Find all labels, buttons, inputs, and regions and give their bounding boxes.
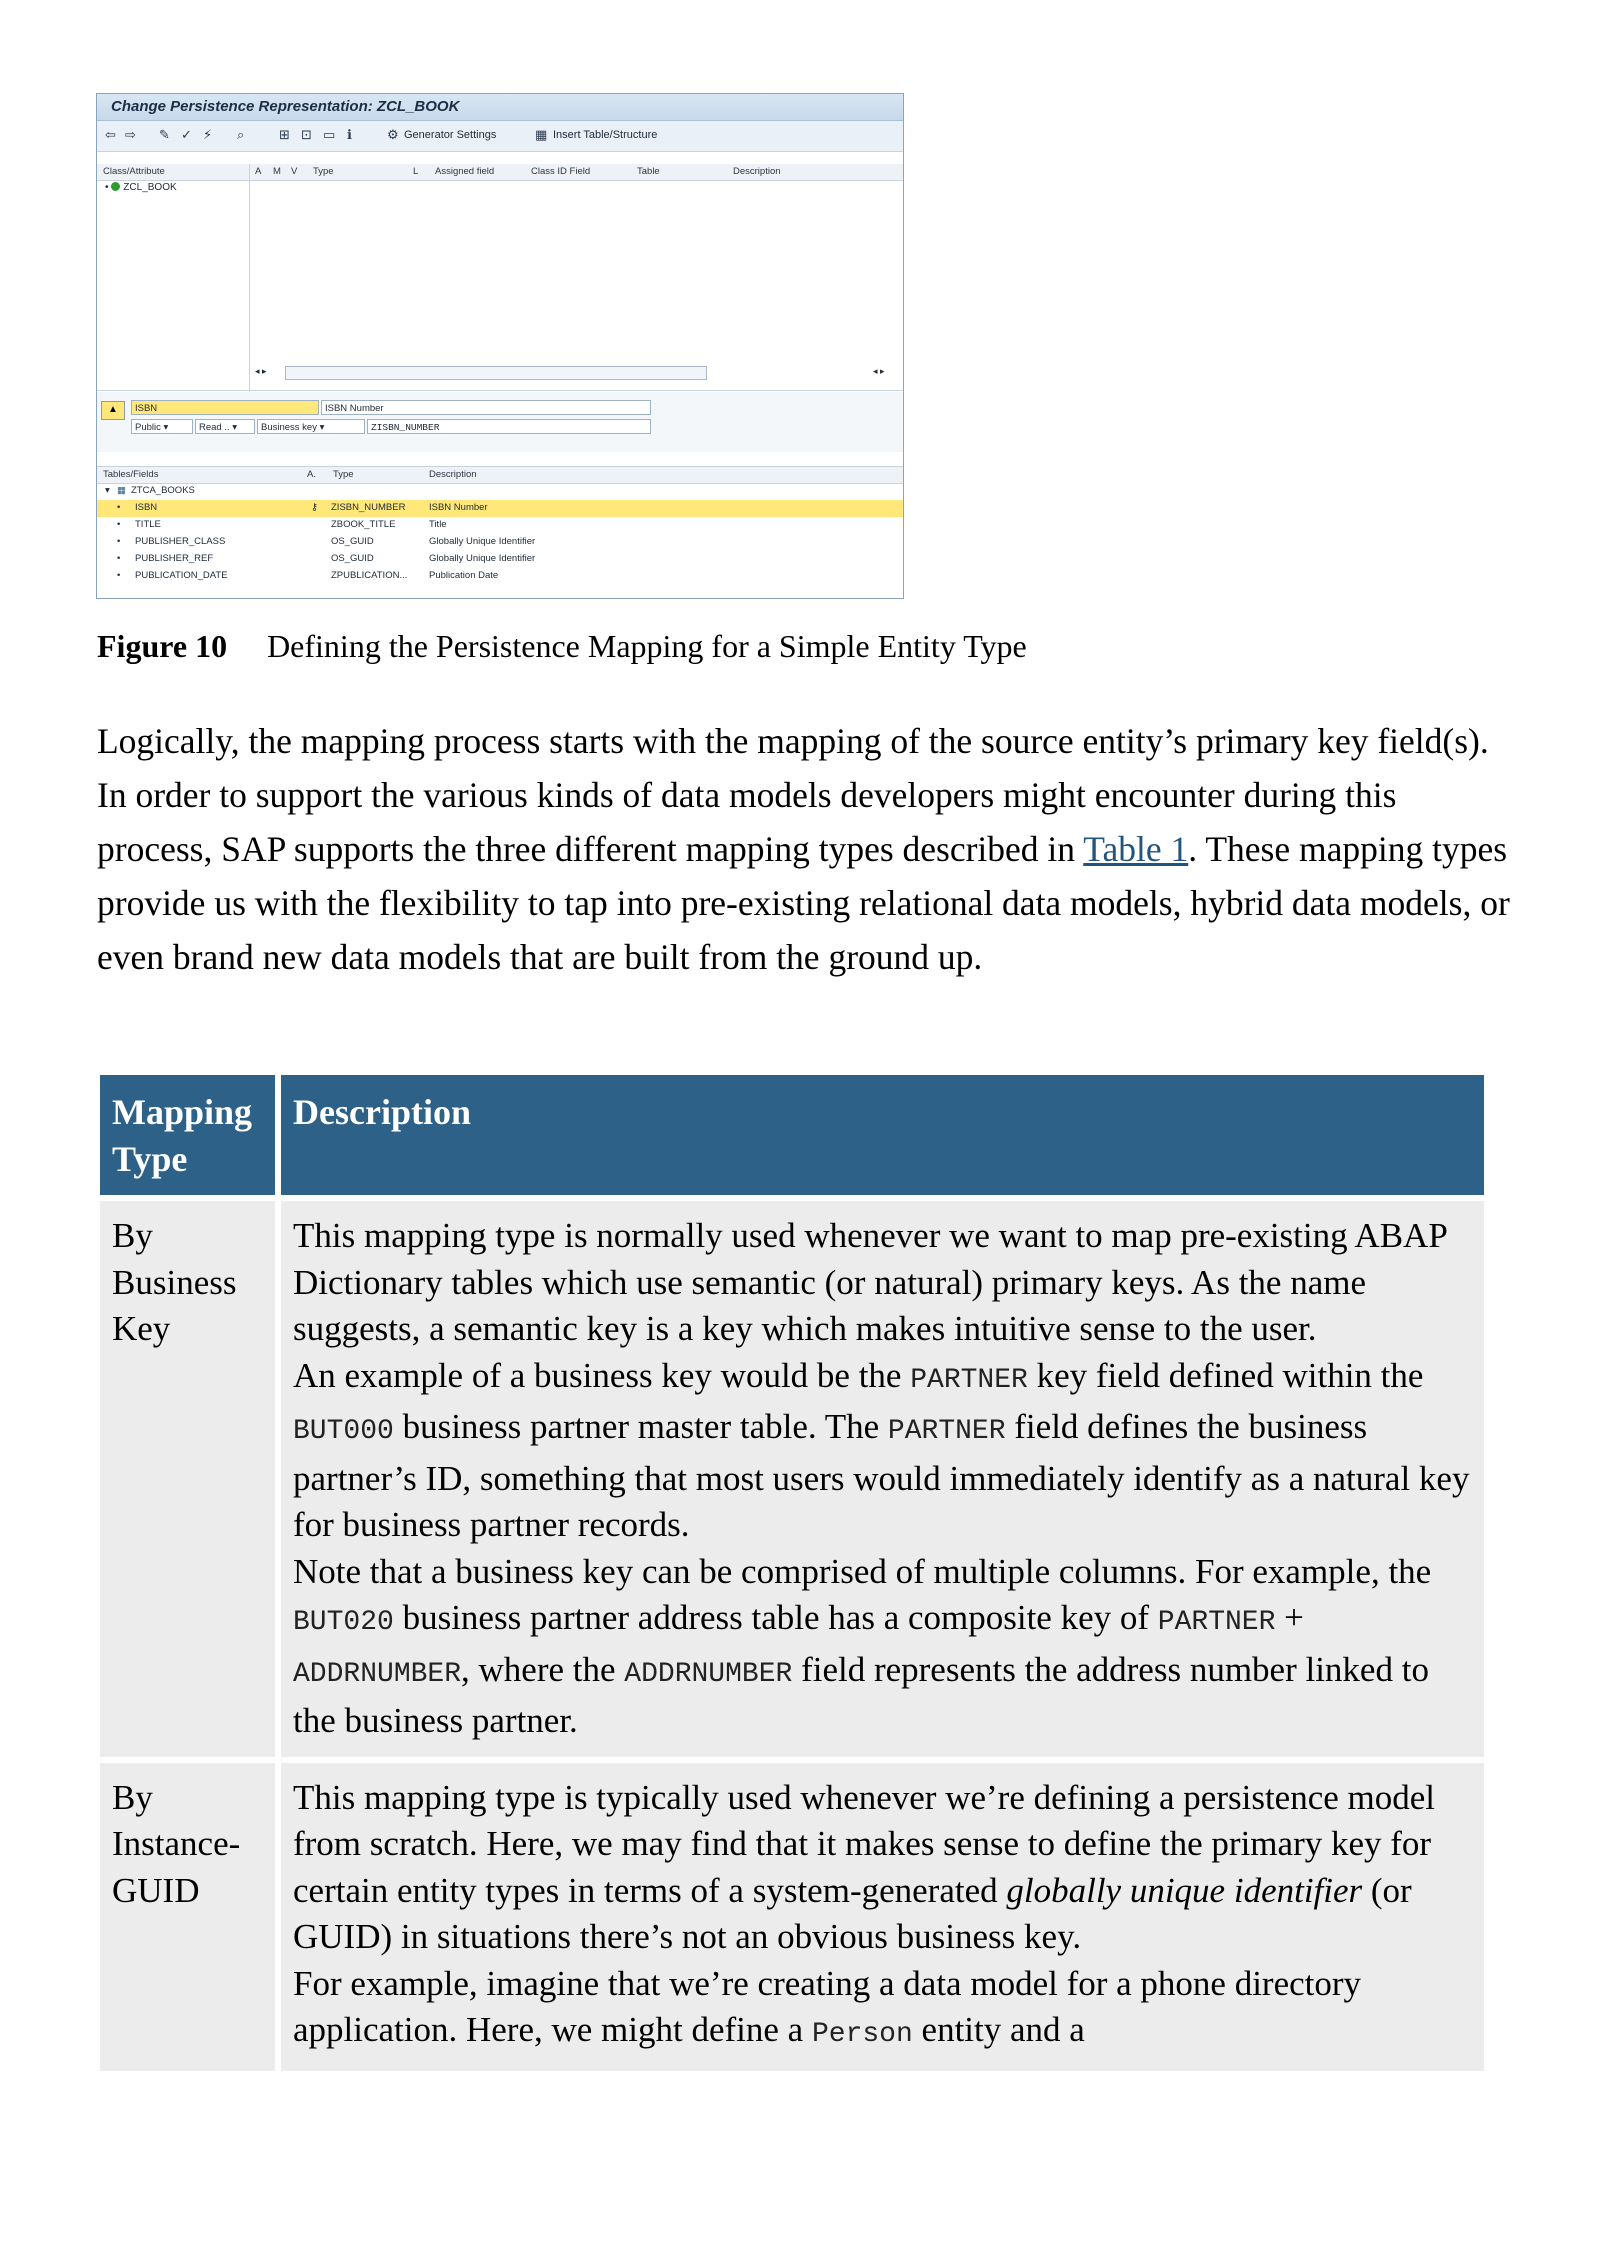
table-icon: ▦ xyxy=(117,485,126,496)
hierarchy-icon[interactable]: ⊞ xyxy=(279,127,290,142)
access-select[interactable]: Read .. ▾ xyxy=(195,419,255,434)
network-icon[interactable]: ⊡ xyxy=(301,127,312,142)
info-icon[interactable]: ℹ xyxy=(347,127,352,142)
forward-icon[interactable]: ⇨ xyxy=(125,127,136,142)
description-paragraph: For example, imagine that we’re creating a data model for a phone directory application. Here, we might define a Person entity and a xyxy=(293,1963,1362,2050)
header-mapping-type: Mapping Type xyxy=(100,1075,275,1195)
col-table: Table xyxy=(637,166,660,177)
field-desc: Publication Date xyxy=(429,570,499,581)
col-type: Type xyxy=(313,166,334,177)
insert-table-icon[interactable]: ▦ xyxy=(535,127,548,142)
col-description: Description xyxy=(733,166,781,177)
table-1-link[interactable]: Table 1 xyxy=(1083,829,1189,869)
table-header-row xyxy=(100,1075,1484,1195)
body-paragraph: Logically, the mapping process starts with the mapping of the source entity’s primary key field(s). In order to support the various kinds of data models developers might encounter during this process, SAP supports the three different mapping types described in Table 1. These mapping types provide us with the flexibility to tap into pre-existing relational data models, hybrid data models, or even brand new data models that are built from the ground up. xyxy=(97,721,1510,977)
description-paragraph: This mapping type is typically used whenever we’re defining a persistence model from scratch. Here, we may find that it makes sense to define the primary key for certain entity types in terms of a system-generated globally unique identifier (or GUID) in situations there’s not an obvious business key. xyxy=(293,1777,1436,1956)
tables-tree xyxy=(97,483,903,599)
col-class-id-field: Class ID Field xyxy=(531,166,591,177)
col-a2: A. xyxy=(307,469,316,480)
tables-fields-header xyxy=(97,466,903,484)
field-row[interactable] xyxy=(97,568,903,585)
generator-settings-icon[interactable]: ⚙ xyxy=(387,127,399,142)
col-a: A xyxy=(255,166,262,177)
field-type: ZISBN_NUMBER xyxy=(331,502,406,513)
class-node[interactable]: • ZCL_BOOK xyxy=(105,182,177,193)
col-class-attribute: Class/Attribute xyxy=(103,166,165,177)
data-element-field[interactable]: ZISBN_NUMBER xyxy=(367,419,651,434)
field-bullet-icon: • xyxy=(117,536,121,547)
field-desc: Globally Unique Identifier xyxy=(429,536,536,547)
table-node-row[interactable] xyxy=(97,483,903,500)
field-bullet-icon: • xyxy=(117,553,121,564)
header-description: Description xyxy=(281,1075,1484,1195)
mapping-types-table xyxy=(94,1069,1490,2077)
activate-icon[interactable]: ⚡ xyxy=(203,127,213,142)
figure-caption-text: Defining the Persistence Mapping for a Simple Entity Type xyxy=(267,628,1027,664)
expand-dot-icon: • xyxy=(105,182,109,193)
field-name: TITLE xyxy=(135,519,161,530)
status-green-icon xyxy=(111,182,120,191)
description-paragraph: This mapping type is normally used whenever we want to map pre-existing ABAP Dictionary tables which use semantic (or natural) primary keys. As the name suggests, a semantic key is a key which makes intuitive sense to the user. xyxy=(293,1216,1447,1348)
field-type: OS_GUID xyxy=(331,536,374,547)
expand-arrow-icon[interactable]: ▾ xyxy=(105,485,110,496)
generator-settings-button[interactable]: Generator Settings xyxy=(404,129,497,141)
insert-table-button[interactable]: Insert Table/Structure xyxy=(553,129,658,141)
col-assigned-field: Assigned field xyxy=(435,166,495,177)
col-tables-fields: Tables/Fields xyxy=(103,469,159,480)
field-row[interactable] xyxy=(97,534,903,551)
figure-label: Figure 10 xyxy=(97,628,228,664)
description-cell xyxy=(281,1763,1484,2071)
field-name: PUBLICATION_DATE xyxy=(135,570,228,581)
window-icon[interactable]: ▭ xyxy=(323,127,336,142)
back-icon[interactable]: ⇦ xyxy=(105,127,116,142)
class-attribute-header xyxy=(97,164,903,181)
separator xyxy=(97,390,903,391)
field-desc: Globally Unique Identifier xyxy=(429,553,536,564)
col-m: M xyxy=(273,166,281,177)
mapping-type-cell: By Instance-GUID xyxy=(100,1763,275,2071)
field-type: ZPUBLICATION... xyxy=(331,570,408,581)
figure-screenshot xyxy=(96,93,904,599)
window-title-bar xyxy=(97,94,903,121)
table-row xyxy=(100,1763,1484,2071)
field-name: PUBLISHER_CLASS xyxy=(135,536,226,547)
window-title: Change Persistence Representation: ZCL_BOOK xyxy=(111,98,460,115)
attribute-editor xyxy=(97,392,903,452)
field-row[interactable] xyxy=(97,517,903,534)
col-type2: Type xyxy=(333,469,354,480)
description-cell xyxy=(281,1201,1484,1757)
table-row xyxy=(100,1201,1484,1757)
mapping-type-cell: By Business Key xyxy=(100,1201,275,1757)
field-desc: ISBN Number xyxy=(429,502,488,513)
col-description2: Description xyxy=(429,469,477,480)
field-name: ISBN xyxy=(135,502,158,513)
field-name: PUBLISHER_REF xyxy=(135,553,214,564)
field-row[interactable] xyxy=(97,500,903,517)
horizontal-scrollbar[interactable] xyxy=(285,366,707,380)
description-paragraph: Note that a business key can be comprised of multiple columns. For example, the BUT020 business partner address table has a composite key of PARTNER + ADDRNUMBER, where the ADDRNUMBER field represents the address number linked to the business partner. xyxy=(293,1551,1432,1740)
table-node-label: ZTCA_BOOKS xyxy=(131,485,195,496)
attribute-name-field[interactable]: ISBN xyxy=(131,400,319,415)
key-icon: ⚷ xyxy=(311,502,318,513)
col-l: L xyxy=(413,166,419,177)
visibility-select[interactable]: Public ▾ xyxy=(131,419,193,434)
field-type: OS_GUID xyxy=(331,553,374,564)
figure-caption xyxy=(97,628,1027,665)
field-type: ZBOOK_TITLE xyxy=(331,519,396,530)
field-desc: Title xyxy=(429,519,447,530)
description-paragraph: An example of a business key would be the PARTNER key field defined within the BUT000 business partner master table. The PARTNER field defines the business partner’s ID, something that most users would immediately identify as a natural key for business partner records. xyxy=(293,1355,1470,1544)
scroll-arrows-right-icon[interactable]: ◂ ▸ xyxy=(873,366,885,376)
assignment-type-select[interactable]: Business key ▾ xyxy=(257,419,365,434)
field-bullet-icon: • xyxy=(117,502,121,513)
field-row[interactable] xyxy=(97,551,903,568)
toolbar xyxy=(97,121,903,152)
field-bullet-icon: • xyxy=(117,519,121,530)
col-v: V xyxy=(291,166,298,177)
scroll-arrows-icon[interactable]: ◂ ▸ xyxy=(255,366,267,376)
check-icon[interactable]: ✓ xyxy=(181,127,192,142)
display-change-icon[interactable]: ✎ xyxy=(159,127,170,142)
where-used-icon[interactable]: ⌕ xyxy=(237,127,245,142)
field-bullet-icon: • xyxy=(117,570,121,581)
collapse-up-icon[interactable]: ▲ xyxy=(101,401,125,420)
attribute-desc-field[interactable]: ISBN Number xyxy=(321,400,651,415)
